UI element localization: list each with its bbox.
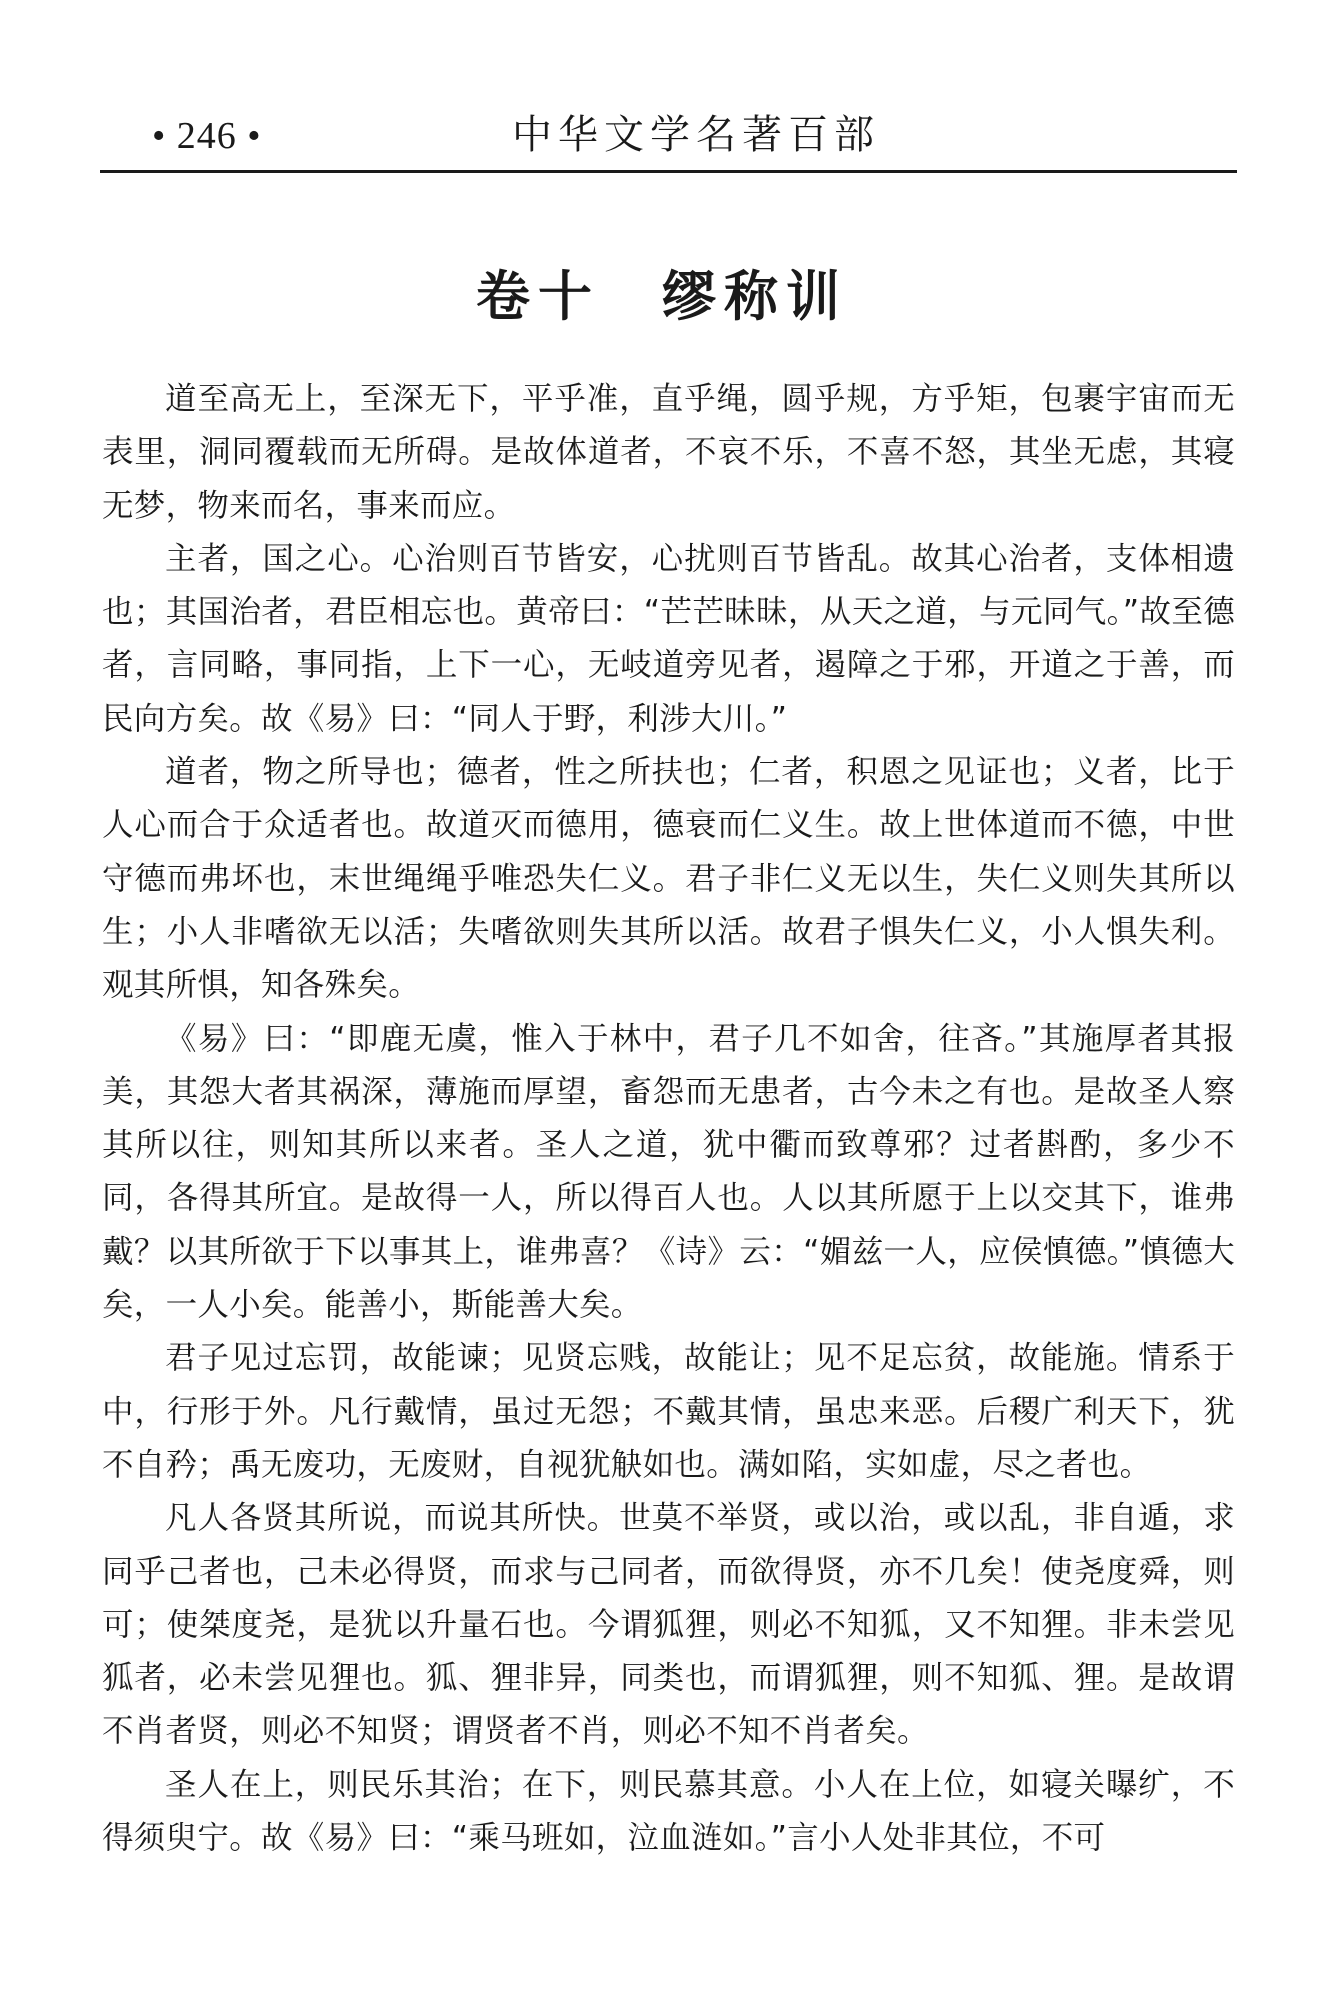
paragraph: 《易》曰：“即鹿无虞，惟入于林中，君子几不如舍，往吝。”其施厚者其报美，其怨大者其祸深，薄施而厚望，畜怨而无患者，古今未之有也。是故圣人察其所以往，则知其所以来者。圣人之道，犹中衢而致尊邪？过者斟酌，多少不同，各得其所宜。是故得一人，所以得百人也。人以其所愿于上以交其下，谁弗戴？以其所欲于下以事其上，谁弗喜？《诗》云：“媚兹一人，应侯慎德。”慎德大矣，一人小矣。能善小，斯能善大矣。 (102, 1020, 1235, 1324)
paragraph: 道至高无上，至深无下，平乎准，直乎绳，圆乎规，方乎矩，包裹宇宙而无表里，洞同覆载而无所碍。是故体道者，不哀不乐，不喜不怒，其坐无虑，其寝无梦，物来而名，事来而应。 (102, 381, 1235, 524)
header-divider (100, 170, 1237, 173)
page-number: • 246 • (152, 115, 262, 157)
running-title: 中华文学名著百部 (512, 112, 880, 158)
body-text (102, 373, 1235, 1865)
page-header (100, 105, 1237, 171)
chapter-title: 卷十 缪称训 (476, 265, 848, 328)
paragraph: 君子见过忘罚，故能谏；见贤忘贱，故能让；见不足忘贫，故能施。情系于中，行形于外。凡行戴情，虽过无怨；不戴其情，虽忠来恶。后稷广利天下，犹不自矜；禹无废功，无废财，自视犹觖如也。满如陷，实如虚，尽之者也。 (102, 1340, 1235, 1483)
paragraph: 主者，国之心。心治则百节皆安，心扰则百节皆乱。故其心治者，支体相遗也；其国治者，君臣相忘也。黄帝曰：“芒芒昧昧，从天之道，与元同气。”故至德者，言同略，事同指，上下一心，无岐道旁见者，遏障之于邪，开道之于善，而民向方矣。故《易》曰：“同人于野，利涉大川。” (102, 540, 1235, 737)
paragraph: 圣人在上，则民乐其治；在下，则民慕其意。小人在上位，如寝关曝纩，不得须臾宁。故《易》曰：“乘马班如，泣血涟如。”言小人处非其位，不可 (102, 1766, 1235, 1857)
paragraph: 道者，物之所导也；德者，性之所扶也；仁者，积恩之见证也；义者，比于人心而合于众适者也。故道灭而德用，德衰而仁义生。故上世体道而不德，中世守德而弗坏也，末世绳绳乎唯恐失仁义。君子非仁义无以生，失仁义则失其所以生；小人非嗜欲无以活；失嗜欲则失其所以活。故君子惧失仁义，小人惧失利。观其所惧，知各殊矣。 (102, 754, 1235, 1004)
paragraph: 凡人各贤其所说，而说其所快。世莫不举贤，或以治，或以乱，非自遁，求同乎己者也，己未必得贤，而求与己同者，而欲得贤，亦不几矣！使尧度舜，则可；使桀度尧，是犹以升量石也。今谓狐狸，则必不知狐，又不知狸。非未尝见狐者，必未尝见狸也。狐、狸非异，同类也，而谓狐狸，则不知狐、狸。是故谓不肖者贤，则必不知贤；谓贤者不肖，则必不知不肖者矣。 (102, 1500, 1235, 1750)
